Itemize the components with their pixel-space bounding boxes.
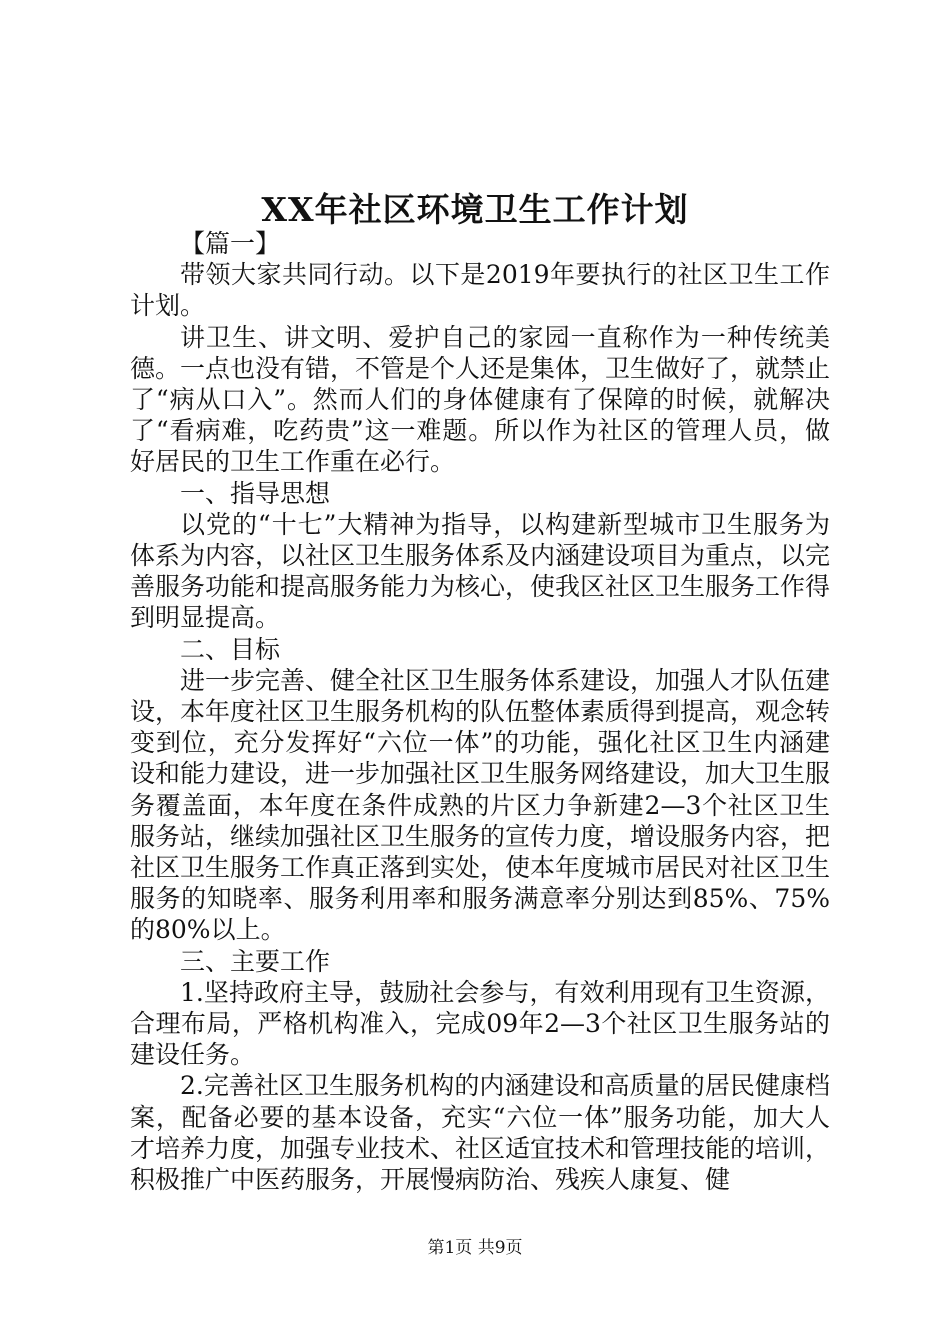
page-footer: 第1页 共9页 [427, 1238, 523, 1258]
heading-main-work: 三、主要工作 [180, 946, 331, 976]
paragraph-goals: 进一步完善、健全社区卫生服务体系建设，加强人才队伍建设，本年度社区卫生服务机构的队伍整体素质得到提高，观念转变到位，充分发挥好“六位一体”的功能，强化社区卫生内涵建设和能力建设，进一步加强社区卫生服务网络建设，加大卫生服务覆盖面，本年度在条件成熟的片区力争新建2—3个社区卫生服务站，继续加强社区卫生服务的宣传力度，增设服务内容，把社区卫生服务工作真正落到实处，使本年度城市居民对社区卫生服务的知晓率、服务利用率和服务满意率分别达到85%、75%的80%以上。 [130, 665, 831, 945]
paragraph-intro: 带领大家共同行动。以下是2019年要执行的社区卫生工作计划。 [130, 260, 830, 321]
heading-guiding-ideology: 一、指导思想 [180, 478, 331, 508]
paragraph-guiding-ideology: 以党的“十七”大精神为指导，以构建新型城市卫生服务为体系为内容，以社区卫生服务体系及内涵建设项目为重点，以完善服务功能和提高服务能力为核心，使我区社区卫生服务工作得到明显提高。 [130, 509, 831, 633]
document-body [130, 228, 830, 1195]
paragraph-work-item-2: 2.完善社区卫生服务机构的内涵建设和高质量的居民健康档案，配备必要的基本设备，充实“六位一体”服务功能，加大人才培养力度，加强专业技术、社区适宜技术和管理技能的培训，积极推广中医药服务，开展慢病防治、残疾人康复、健 [130, 1071, 831, 1195]
heading-goals: 二、目标 [180, 634, 281, 664]
paragraph-work-item-1: 1.坚持政府主导，鼓励社会参与，有效利用现有卫生资源，合理布局，严格机构准入，完成09年2—3个社区卫生服务站的建设任务。 [130, 977, 830, 1070]
section-heading-part-one: 【篇一】 [180, 229, 281, 258]
document-title: XX年社区环境卫生工作计划 [261, 190, 689, 229]
paragraph-hygiene: 讲卫生、讲文明、爱护自己的家园一直称作为一种传统美德。一点也没有错，不管是个人还是集体，卫生做好了，就禁止了“病从口入”。然而人们的身体健康有了保障的时候，就解决了“看病难，吃药贵”这一难题。所以作为社区的管理人员，做好居民的卫生工作重在必行。 [130, 322, 831, 477]
